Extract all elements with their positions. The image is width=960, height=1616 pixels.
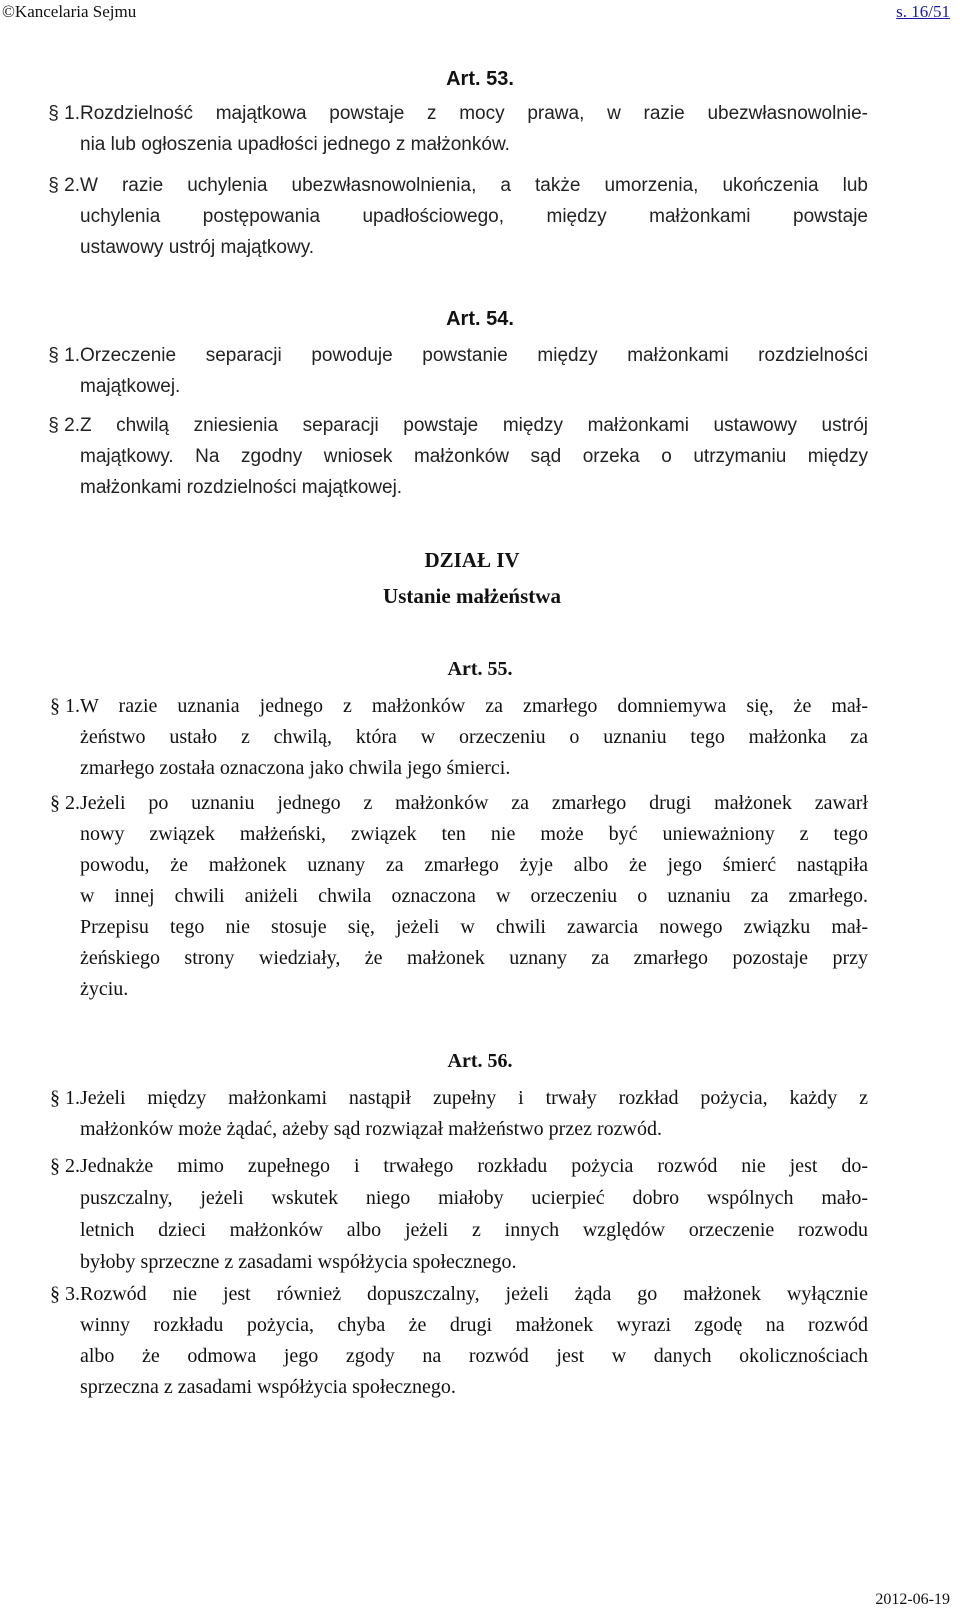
text-line: Rozwód nie jest również dopuszczalny, jeżeli żąda go małżonek wyłącznie <box>80 1283 868 1305</box>
paragraph-number: § 1. <box>50 1087 80 1109</box>
text-line: majątkowej. <box>80 376 181 397</box>
text-line: Orzeczenie separacji powoduje powstanie między małżonkami rozdzielności <box>80 345 868 366</box>
art54-par1 <box>28 340 868 402</box>
paragraph-text <box>80 788 868 1005</box>
paragraph-number: § 3. <box>50 1283 80 1305</box>
text-line: uchylenia postępowania upadłościowego, między małżonkami powstaje <box>80 206 868 227</box>
text-line: małżonkami rozdzielności majątkowej. <box>80 477 403 498</box>
article-53-title: Art. 53. <box>446 68 514 90</box>
text-line: Jeżeli między małżonkami nastąpił zupełny i trwały rozkład pożycia, każdy z <box>80 1087 868 1109</box>
text-line: nowy związek małżeński, związek ten nie może być unieważniony z tego <box>80 823 868 845</box>
text-line: majątkowy. Na zgodny wniosek małżonków sąd orzeka o utrzymaniu między <box>80 446 868 467</box>
text-line: małżonków może żądać, ażeby sąd rozwiązał małżeństwo przez rozwód. <box>80 1118 662 1140</box>
text-line: nia lub ogłoszenia upadłości jednego z małżonków. <box>80 134 510 155</box>
footer-date: 2012-06-19 <box>875 1591 950 1608</box>
art53-par1 <box>28 98 868 160</box>
art56-par2 <box>28 1150 868 1278</box>
text-line: Jednakże mimo zupełnego i trwałego rozkładu pożycia rozwód nie jest do- <box>80 1155 868 1177</box>
paragraph-number: § 2. <box>48 175 80 196</box>
article-55-title: Art. 55. <box>447 658 513 680</box>
text-line: żeństwo ustało z chwilą, która w orzeczeniu o uznaniu tego małżonka za <box>80 726 868 748</box>
paragraph-number: § 1. <box>48 103 80 124</box>
section-title: DZIAŁ IV <box>424 548 520 572</box>
paragraph-text <box>80 170 868 263</box>
page-number-link[interactable]: s. 16/51 <box>896 2 950 21</box>
section-subtitle: Ustanie małżeństwa <box>383 584 561 608</box>
copyright-text: ©Kancelaria Sejmu <box>2 2 137 21</box>
paragraph-text <box>80 1083 868 1145</box>
text-line: W razie uznania jednego z małżonków za zmarłego domniemywa się, że mał- <box>80 695 868 717</box>
art55-par2 <box>28 788 868 1005</box>
paragraph-text <box>80 1279 868 1403</box>
paragraph-number: § 1. <box>48 345 80 366</box>
text-line: ustawowy ustrój majątkowy. <box>80 237 315 258</box>
header-page-number <box>896 2 950 22</box>
text-line: W razie uchylenia ubezwłasnowolnienia, a także umorzenia, ukończenia lub <box>80 175 868 196</box>
paragraph-number: § 2. <box>50 792 80 814</box>
text-line: sprzeczna z zasadami współżycia społecznego. <box>80 1376 456 1398</box>
paragraph-number: § 2. <box>48 415 80 436</box>
paragraph-text <box>80 98 868 160</box>
paragraph-number: § 1. <box>50 695 80 717</box>
text-line: puszczalny, jeżeli wskutek niego miałoby ucierpieć dobro wspólnych mało- <box>80 1187 868 1209</box>
paragraph-text <box>80 1150 868 1278</box>
text-line: zmarłego została oznaczona jako chwila jego śmierci. <box>80 757 511 779</box>
text-line: Z chwilą zniesienia separacji powstaje między małżonkami ustawowy ustrój <box>80 415 868 436</box>
text-line: Przepisu tego nie stosuje się, jeżeli w chwili zawarcia nowego związku mał- <box>80 916 868 938</box>
paragraph-text <box>80 340 868 402</box>
article-56-title: Art. 56. <box>447 1050 513 1072</box>
header-copyright <box>2 2 136 22</box>
text-line: Jeżeli po uznaniu jednego z małżonków za zmarłego drugi małżonek zawarł <box>80 792 868 814</box>
art53-par2 <box>28 170 868 263</box>
text-line: powodu, że małżonek uznany za zmarłego żyje albo że jego śmierć nastąpiła <box>80 854 868 876</box>
art55-par1 <box>28 691 868 784</box>
text-line: albo że odmowa jego zgody na rozwód jest w danych okolicznościach <box>80 1345 868 1367</box>
text-line: Rozdzielność majątkowa powstaje z mocy prawa, w razie ubezwłasnowolnie- <box>80 103 868 124</box>
paragraph-text <box>80 410 868 503</box>
text-line: życiu. <box>80 978 129 1000</box>
art56-par3 <box>28 1279 868 1403</box>
art56-par1 <box>28 1083 868 1145</box>
paragraph-number: § 2. <box>50 1155 80 1177</box>
article-54-title: Art. 54. <box>446 308 514 330</box>
paragraph-text <box>80 691 868 784</box>
text-line: w innej chwili aniżeli chwila oznaczona w orzeczeniu o uznaniu za zmarłego. <box>80 885 868 907</box>
text-line: byłoby sprzeczne z zasadami współżycia społecznego. <box>80 1251 517 1273</box>
art54-par2 <box>28 410 868 503</box>
text-line: letnich dzieci małżonków albo jeżeli z innych względów orzeczenie rozwodu <box>80 1219 868 1241</box>
text-line: żeńskiego strony wiedziały, że małżonek uznany za zmarłego pozostaje przy <box>80 947 868 969</box>
text-line: winny rozkładu pożycia, chyba że drugi małżonek wyrazi zgodę na rozwód <box>80 1314 868 1336</box>
